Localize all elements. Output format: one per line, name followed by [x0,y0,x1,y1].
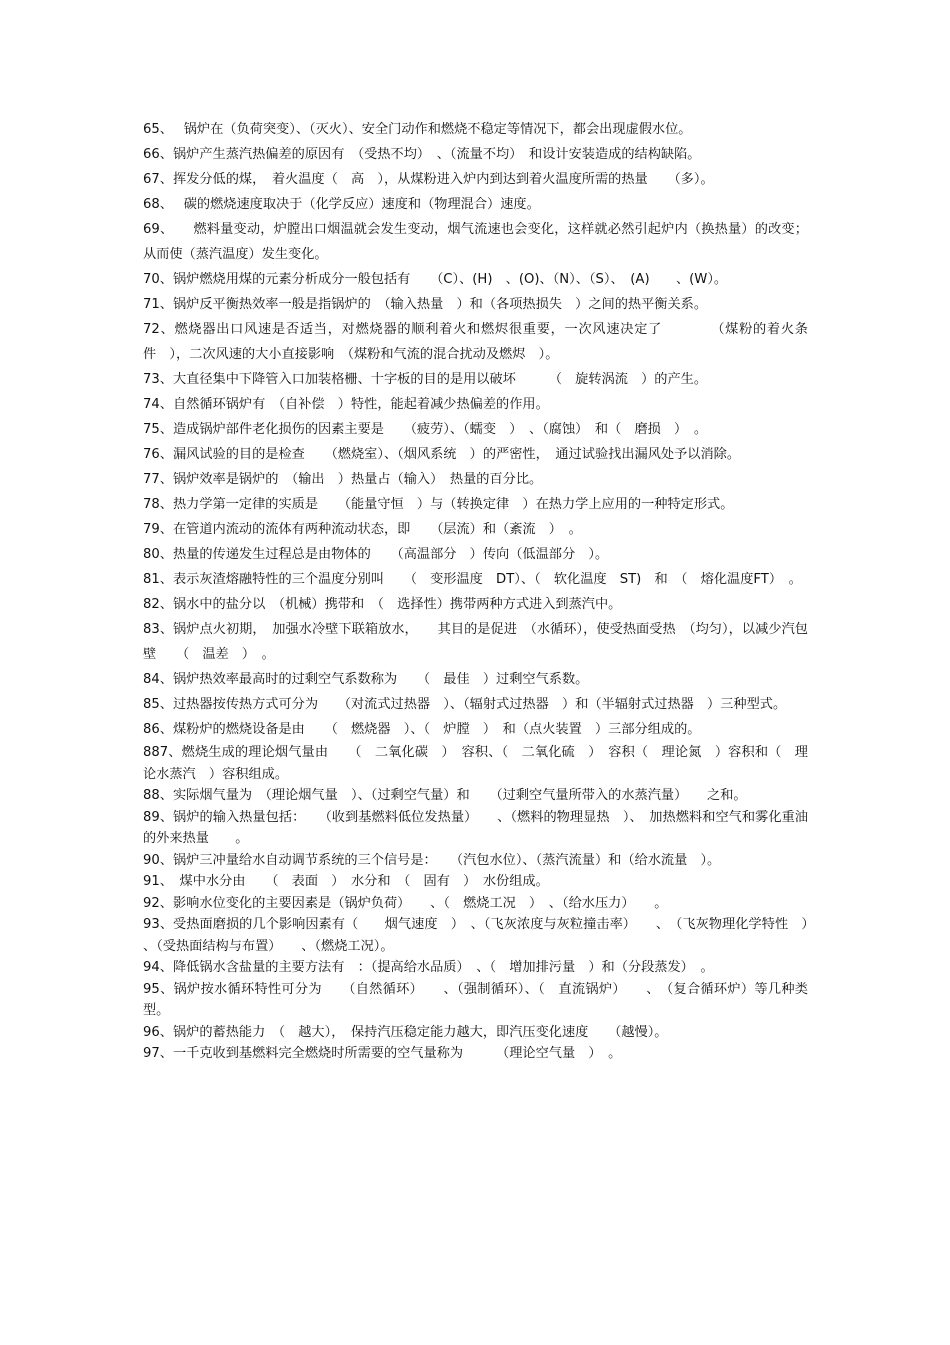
question-94: 94、降低锅水含盐量的主要方法有 ：（提高给水品质） 、（ 增加排污量 ）和（分段蒸发） 。 [143,960,714,975]
question-78: 78、热力学第一定律的实质是 （能量守恒 ）与（转换定律 ）在热力学上应用的一种特定形式。 [143,497,734,512]
question-70: 70、锅炉燃烧用煤的元素分析成分一般包括有 （C）、(H) 、(O)、（N）、（S）、 (A) 、(W）。 [143,272,728,287]
question-88: 88、实际烟气量为 （理论烟气量 ）、（过剩空气量）和 （过剩空气量所带入的水蒸汽量） 之和。 [143,788,747,803]
question-89: 89、锅炉的输入热量包括： （收到基燃料低位发热量） 、（燃料的物理显热 ）、 加热燃料和空气和雾化重油的外来热量 。 [143,809,808,846]
question-83: 83、锅炉点火初期， 加强水冷壁下联箱放水， 其目的是促进 （水循环），使受热面受热 （均匀），以减少汽包壁 （ 温差 ） 。 [143,622,808,662]
question-68: 68、 碳的燃烧速度取决于（化学反应）速度和（物理混合）速度。 [143,197,540,212]
question-86: 86、煤粉炉的燃烧设备是由 （ 燃烧器 ）、（ 炉膛 ） 和（点火装置 ）三部分组成的。 [143,722,701,737]
question-84: 84、锅炉热效率最高时的过剩空气系数称为 （ 最佳 ）过剩空气系数。 [143,672,589,687]
question-74: 74、自然循环锅炉有 （自补偿 ）特性，能起着减少热偏差的作用。 [143,397,549,412]
question-95: 95、锅炉按水循环特性可分为 （自然循环） 、（强制循环）、（ 直流锅炉） 、 （复合循环炉）等几种类型。 [143,981,808,1018]
question-80: 80、热量的传递发生过程总是由物体的 （高温部分 ）传向（低温部分 ）。 [143,547,609,562]
question-79: 79、在管道内流动的流体有两种流动状态，即 （层流）和（紊流 ） 。 [143,522,582,537]
question-81: 81、表示灰渣熔融特性的三个温度分别叫 （ 变形温度 DT）、（ 软化温度 ST) 和 （ 熔化温度FT） 。 [143,572,802,587]
question-73: 73、大直径集中下降管入口加装格栅、十字板的目的是用以破坏 （ 旋转涡流 ）的产生。 [143,372,708,387]
question-90: 90、锅炉三冲量给水自动调节系统的三个信号是： （汽包水位）、（蒸汽流量）和（给水流量 ）。 [143,852,721,868]
question-91: 91、 煤中水分由 （ 表面 ） 水分和 （ 固有 ） 水份组成。 [143,874,549,889]
question-76: 76、漏风试验的目的是检查 （燃烧室）、（烟风系统 ）的严密性， 通过试验找出漏风处予以消除。 [143,447,741,462]
question-77: 77、锅炉效率是锅炉的 （输出 ）热量占（输入） 热量的百分比。 [143,472,543,487]
question-96: 96、锅炉的蓄热能力 （ 越大）， 保持汽压稳定能力越大，即汽压变化速度 （越慢）。 [143,1024,668,1040]
question-65: 65、 锅炉在（负荷突变）、（灭火）、安全门动作和燃烧不稳定等情况下，都会出现虚假水位。 [143,122,692,137]
question-93: 93、受热面磨损的几个影响因素有（ 烟气速度 ） 、（飞灰浓度与灰粒撞击率） 、 （飞灰物理化学特性 ） 、（受热面结构与布置） 、（燃烧工况）。 [143,917,822,954]
question-92: 92、影响水位变化的主要因素是（锅炉负荷） 、（ 燃烧工况 ） 、（给水压力） 。 [143,895,668,911]
question-67: 67、挥发分低的煤， 着火温度（ 高 ），从煤粉进入炉内到达到着火温度所需的热量 （多）。 [143,172,714,187]
question-list [143,117,822,1065]
question-66: 66、锅炉产生蒸汽热偏差的原因有 （受热不均） 、（流量不均） 和设计安装造成的结构缺陷。 [143,147,701,162]
question-75: 75、造成锅炉部件老化损伤的因素主要是 （疲劳）、（蠕变 ） 、（腐蚀） 和（ 磨损 ） 。 [143,422,708,437]
question-887: 887、燃烧生成的理论烟气量由 （ 二氧化碳 ） 容积、（ 二氧化硫 ） 容积（ 理论氮 ）容积和（ 理论水蒸汽 ）容积组成。 [143,745,808,782]
question-82: 82、锅水中的盐分以 （机械）携带和 （ 选择性）携带两种方式进入到蒸汽中。 [143,597,622,612]
question-72: 72、燃烧器出口风速是否适当，对燃烧器的顺利着火和燃烬很重要，一次风速决定了 （煤粉的着火条件 ），二次风速的大小直接影响 （煤粉和气流的混合扰动及燃烬 ）。 [143,322,808,362]
question-85: 85、过热器按传热方式可分为 （对流式过热器 ）、（辐射式过热器 ）和（半辐射式过热器 ）三种型式。 [143,697,787,712]
question-97: 97、一千克收到基燃料完全燃烧时所需要的空气量称为 （理论空气量 ） 。 [143,1046,622,1061]
question-71: 71、锅炉反平衡热效率一般是指锅炉的 （输入热量 ）和（各项热损失 ）之间的热平衡关系。 [143,297,708,312]
question-69: 69、 燃料量变动，炉膛出口烟温就会发生变动，烟气流速也会变化，这样就必然引起炉内（换热量）的改变；从而使（蒸汽温度）发生变化。 [143,222,808,262]
